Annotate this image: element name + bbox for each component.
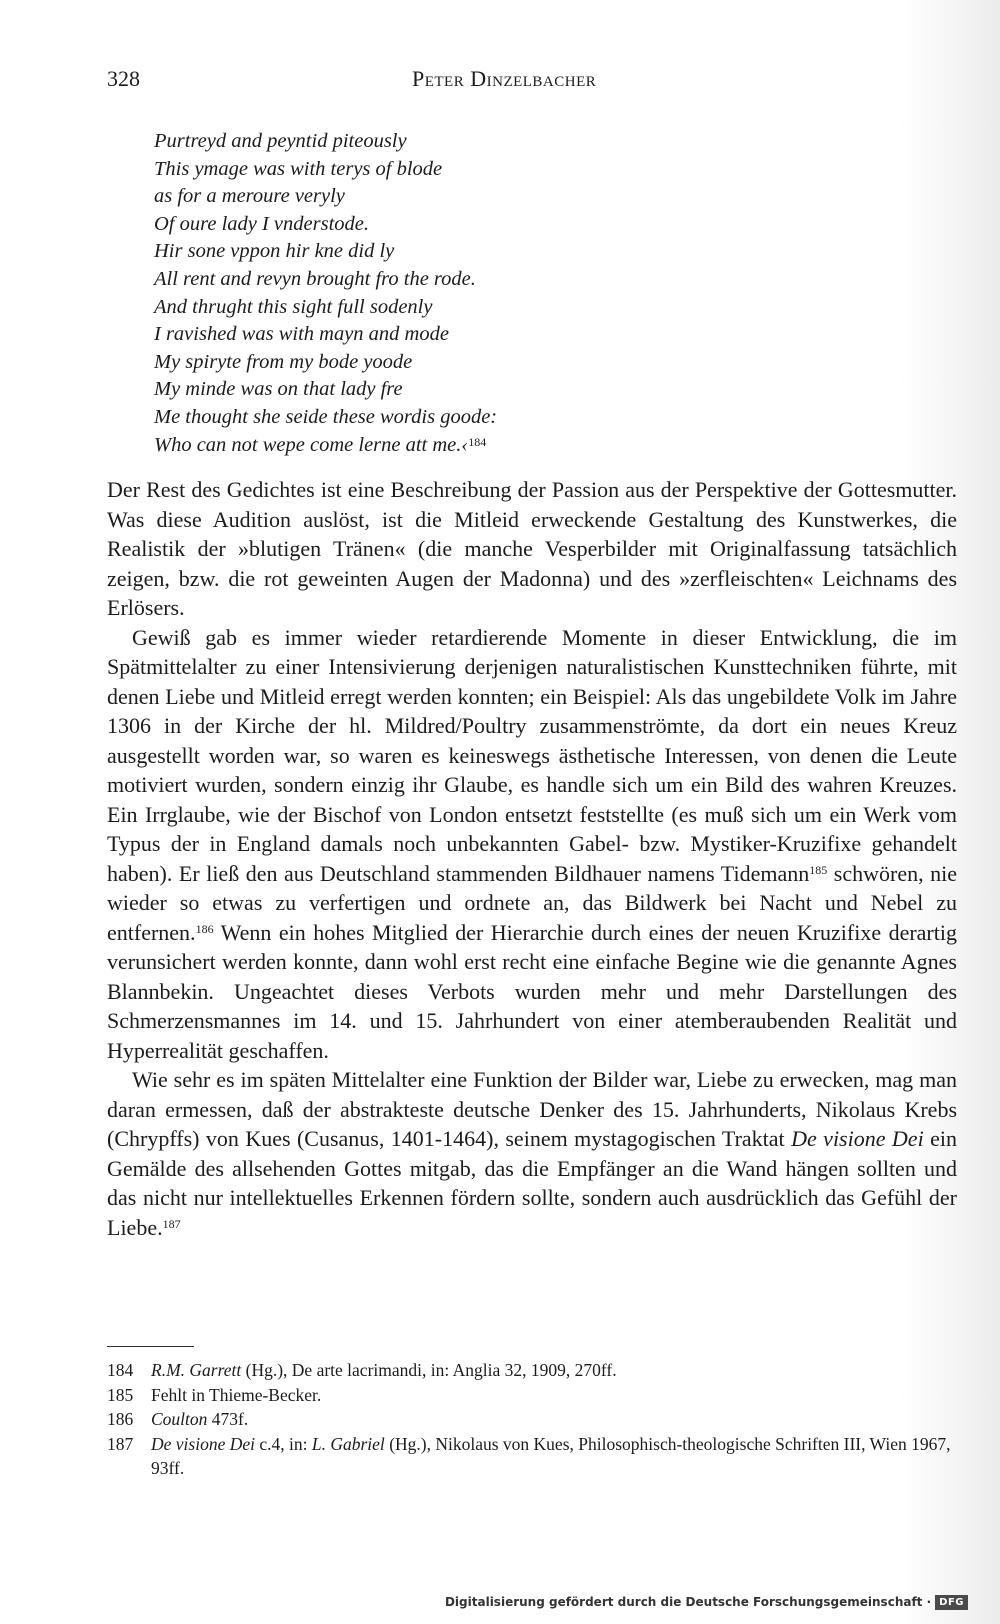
footnote-ref-185[interactable]: 185 [809,862,828,877]
footnote-number: 187 [107,1433,134,1454]
verse-line: All rent and revyn brought fro the rode. [154,267,476,290]
footnote-title: De visione Dei [151,1433,255,1454]
paragraph-3 [107,1065,957,1242]
work-title: De visione Dei [791,1126,924,1151]
footnote-ref-187[interactable]: 187 [162,1216,181,1231]
footnote-number: 186 [107,1409,134,1429]
footnote-number: 185 [107,1384,134,1405]
paragraph-3-part-b: ein Gemälde des allsehenden Gottes mitgab, das die Empfänger an die Wand hängen sollten und das nicht nur intellektuelles Erkennen fördern sollte, sondern auch ausdrücklich das Gefühl der Liebe. [107,1126,957,1240]
paragraph-2 [107,623,957,1066]
footnote-divider [107,1346,194,1347]
verse-line: Me thought she seide these wordis goode: [154,405,498,428]
digitization-credit [445,1592,968,1612]
footnote-text: (Hg.), De arte lacrimandi, in: Anglia 32, 1909, 270ff. [241,1360,617,1380]
footnote-ref-184[interactable]: 184 [468,434,487,449]
footnote-ref-186[interactable]: 186 [195,921,214,936]
running-head: Peter Dinzelbacher [412,66,597,91]
page-header [107,66,962,96]
footnote-text-continued: (Hg.), Nikolaus von Kues, Philosophisch-theologische Schriften III, Wien 1967, 93ff. [151,1433,951,1478]
verse-line: Purtreyd and peyntid piteously [154,130,407,152]
verse-line: And thrught this sight full sodenly [154,295,433,318]
footnote-187 [107,1432,957,1481]
verse-line: This ymage was with terys of blode [154,157,443,180]
footnote-text: c.4, in: [255,1433,312,1454]
verse-line: Of oure lady I vnderstode. [154,212,370,235]
page-number: 328 [107,66,140,91]
paragraph-2-part-b: schwören, nie wieder so etwas zu verfertigen und ordnete an, das Bildwerk bei Nacht und Nebel zu entfernen. [107,860,958,945]
footnote-author: Coulton [151,1409,208,1429]
paragraph-2-part-c: Wenn ein hohes Mitglied der Hierarchie durch eines der neuen Kruzifixe derartig verunsichert werden konnte, dann wohl erst recht eine einfache Begine wie die genannte Agnes Blannbekin. Ungeachtet dieses Verbots wurden mehr und mehr Darstellungen des Schmerzensmannes im 14. und 15. Jahrhundert von einer atemberaubenden Realität und Hyperrealität geschaffen. [107,919,957,1063]
footnote-text: Fehlt in Thieme-Becker. [151,1384,322,1405]
body-text [107,475,957,1242]
footnote-186 [107,1407,957,1432]
verse-line-text: Who can not wepe come lerne att me.‹ [154,433,469,456]
footnote-185 [107,1383,957,1408]
verse-line [154,432,754,460]
verse-line: My minde was on that lady fre [154,378,403,401]
paragraph-3-part-a: Wie sehr es im späten Mittelalter eine Funktion der Bilder war, Liebe zu erwecken, mag man daran ermessen, daß der abstrakteste deutsche Denker des 15. Jahrhunderts, Nikolaus Krebs (Chrypffs) von Kues (Cusanus, 1401-1464), seinem mystagogischen Traktat [107,1067,957,1151]
paragraph-2-part-a: Gewiß gab es immer wieder retardierende Momente in dieser Entwicklung, die im Spätmittelalter zu einer Intensivierung derjenigen naturalistischen Kunsttechniken führte, mit denen Liebe und Mitleid erregt werden konnten; ein Beispiel: Als das ungebildete Volk im Jahre 1306 in der Kirche der hl. Mildred/Poultry zusammenströmte, da dort ein neues Kreuz ausgestellt worden war, so waren es keineswegs ästhetische Interessen, von denen die Leute motiviert wurden, sondern einzig ihr Glaube, es handle sich um ein Bild des wahren Kreuzes. Ein Irrglaube, wie der Bischof von London entsetzt feststellte (es muß sich um ein Werk vom Typus der in England damals noch unbekannten Gabel- bzw. Mystiker-Kruzifixe gehandelt haben). Er ließ den aus Deutschland stammenden Bildhauer namens Tidemann [107,624,957,886]
poem-quotation [154,128,754,459]
footnote-text: 473f. [207,1409,249,1429]
verse-line: as for a meroure veryly [154,185,345,208]
credit-text: Digitalisierung gefördert durch die Deutsche Forschungsgemeinschaft · [444,1595,932,1609]
footnote-editor: L. Gabriel [311,1433,385,1454]
dfg-logo: DFG [935,1595,968,1610]
verse-line: Hir sone vppon hir kne did ly [154,240,395,263]
footnote-184 [107,1358,957,1383]
paragraph-1: Der Rest des Gedichtes ist eine Beschreibung der Passion aus der Perspektive der Gottesmutter. Was diese Audition auslöst, ist die Mitleid erweckende Gestaltung des Kunstwerkes, die Realistik der »blutigen Tränen« (die manche Vesperbilder mit Originalfassung tatsächlich zeigen, bzw. die rot geweinten Augen der Madonna) und des »zerfleischten« Leichnams des Erlösers. [107,477,957,620]
verse-line: I ravished was with mayn and mode [154,323,449,346]
footnotes [107,1358,957,1481]
footnote-author: R.M. Garrett [151,1360,242,1380]
footnote-number: 184 [107,1360,134,1380]
verse-line: My spiryte from my bode yoode [154,350,413,373]
